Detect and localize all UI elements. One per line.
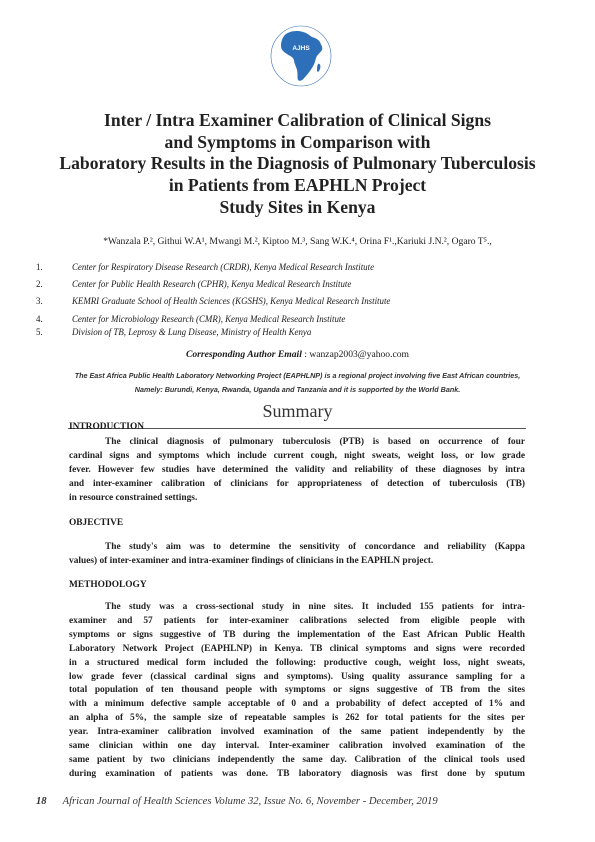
objective-heading: OBJECTIVE	[69, 518, 124, 528]
paragraph-line: an alpha of 5%, the sample size of repeatable samples is 262 for total patients for the sites per	[69, 713, 525, 724]
journal-logo	[270, 18, 332, 94]
funding-note-line: The East Africa Public Health Laboratory Networking Project (EAPHLNP) is a regional project involving five East African countries,	[74, 371, 521, 380]
corresponding-email[interactable]: wanzap2003@yahoo.com	[309, 349, 410, 360]
introduction-paragraph	[69, 436, 525, 506]
affiliation-number: 1.	[36, 262, 43, 272]
affiliation-text: Division of TB, Leprosy & Lung Disease, Ministry of Health Kenya	[72, 327, 312, 337]
paragraph-line: and inter-examiner calibration of clinicians for appropriateness of detection of tuberculosis (TB)	[69, 478, 525, 489]
paragraph-line: fever. However few studies have determined the validity and reliability of these diagnoses by intra	[69, 464, 525, 475]
paragraph-line: values) of inter-examiner and intra-examiner findings of clinicians in the EAPHLN project.	[69, 555, 434, 566]
corresponding-label: Corresponding Author Email	[185, 349, 302, 360]
objective-paragraph	[69, 541, 525, 569]
title-line: Inter / Intra Examiner Calibration of Clinical Signs	[104, 110, 491, 130]
corresponding-author	[0, 349, 595, 360]
methodology-heading: METHODOLOGY	[69, 580, 147, 590]
affiliation-number: 3.	[36, 296, 43, 306]
paragraph-line: year. Intra-examiner calibration involved examination of the same patient independently by the	[69, 727, 525, 738]
affiliation-number: 5.	[36, 327, 43, 337]
paragraph-line: with a minimum defective sample acceptable of 0 and a probability of defect accepted of 1% and	[69, 699, 525, 710]
paragraph-line: The study's aim was to determine the sensitivity of concordance and reliability (Kappa	[105, 542, 525, 552]
paragraph-line: total population of ten thousand people with symptoms or signs suggestive of TB from the sites	[69, 685, 525, 696]
paragraph-line: same patient by two clinicians independently the same day. Calibration of the clinical tools used	[69, 754, 525, 765]
article-title	[20, 110, 575, 219]
paragraph-line: The study was a cross-sectional study in nine sites. It included 155 patients for intra-	[105, 602, 525, 612]
affiliation-text: KEMRI Graduate School of Health Sciences (KGSHS), Kenya Medical Research Institute	[72, 296, 391, 306]
page-number: 18	[36, 796, 47, 807]
journal-citation: African Journal of Health Sciences Volume 32, Issue No. 6, November - December, 2019	[62, 796, 438, 807]
affiliation-number: 4.	[36, 314, 43, 324]
introduction-heading: INTRODUCTION	[69, 422, 145, 432]
funding-note	[20, 369, 575, 397]
title-line: and Symptoms in Comparison with	[164, 131, 431, 152]
affiliation-text: Center for Microbiology Research (CMR), Kenya Medical Research Institute	[72, 314, 346, 324]
affiliation-text: Center for Public Health Research (CPHR), Kenya Medical Research Institute	[72, 279, 352, 289]
paragraph-line: low grade fever (classical cardinal signs and symptoms). Using quality assurance sampling for a	[69, 671, 525, 682]
funding-note-line: Namely: Burundi, Kenya, Rwanda, Uganda and Tanzania and it is supported by the World Bank.	[134, 385, 461, 394]
paragraph-line: during examination of patients was done. TB laboratory diagnosis was first done by sputum	[69, 768, 525, 779]
page-footer	[36, 796, 438, 807]
logo-text: AJHS	[292, 45, 310, 52]
corresponding-separator: :	[301, 349, 310, 360]
paragraph-line: examiner and 57 patients for inter-examiner calibrations selected from eligible people with	[69, 615, 525, 626]
paragraph-line: The clinical diagnosis of pulmonary tuberculosis (PTB) is based on occurrence of four	[105, 437, 525, 447]
title-line: Study Sites in Kenya	[219, 196, 376, 217]
paragraph-line: same clinician within one day interval. Inter-examiner calibration involved examination of the	[69, 741, 525, 752]
paragraph-line: in a structured medical form included the following: productive cough, weight loss, night sweats,	[69, 657, 525, 668]
affiliation-number: 2.	[36, 279, 43, 289]
author-list: *Wanzala P.², Githui W.A¹, Mwangi M.², Kiptoo M.³, Sang W.K.⁴, Orina F¹.,Kariuki J.N.², Ogaro T⁵.,	[103, 236, 492, 247]
title-line: Laboratory Results in the Diagnosis of Pulmonary Tuberculosis	[59, 153, 536, 174]
paragraph-line: Laboratory Network Project (EAPHLNP) in Kenya. TB clinical symptoms and signs were recorded	[69, 643, 525, 654]
paragraph-line: symptoms or signs suggestive of TB during the implementation of the East African Public Health	[69, 629, 525, 640]
paragraph-line: in resource constrained settings.	[69, 492, 198, 503]
summary-heading: Summary	[262, 401, 333, 421]
affiliation-text: Center for Respiratory Disease Research (CRDR), Kenya Medical Research Institute	[72, 262, 375, 272]
title-line: in Patients from EAPHLN Project	[168, 175, 427, 196]
methodology-paragraph	[69, 601, 525, 782]
paragraph-line: cardinal signs and symptoms which include current cough, night sweats, weight loss, or low grade	[69, 450, 525, 461]
